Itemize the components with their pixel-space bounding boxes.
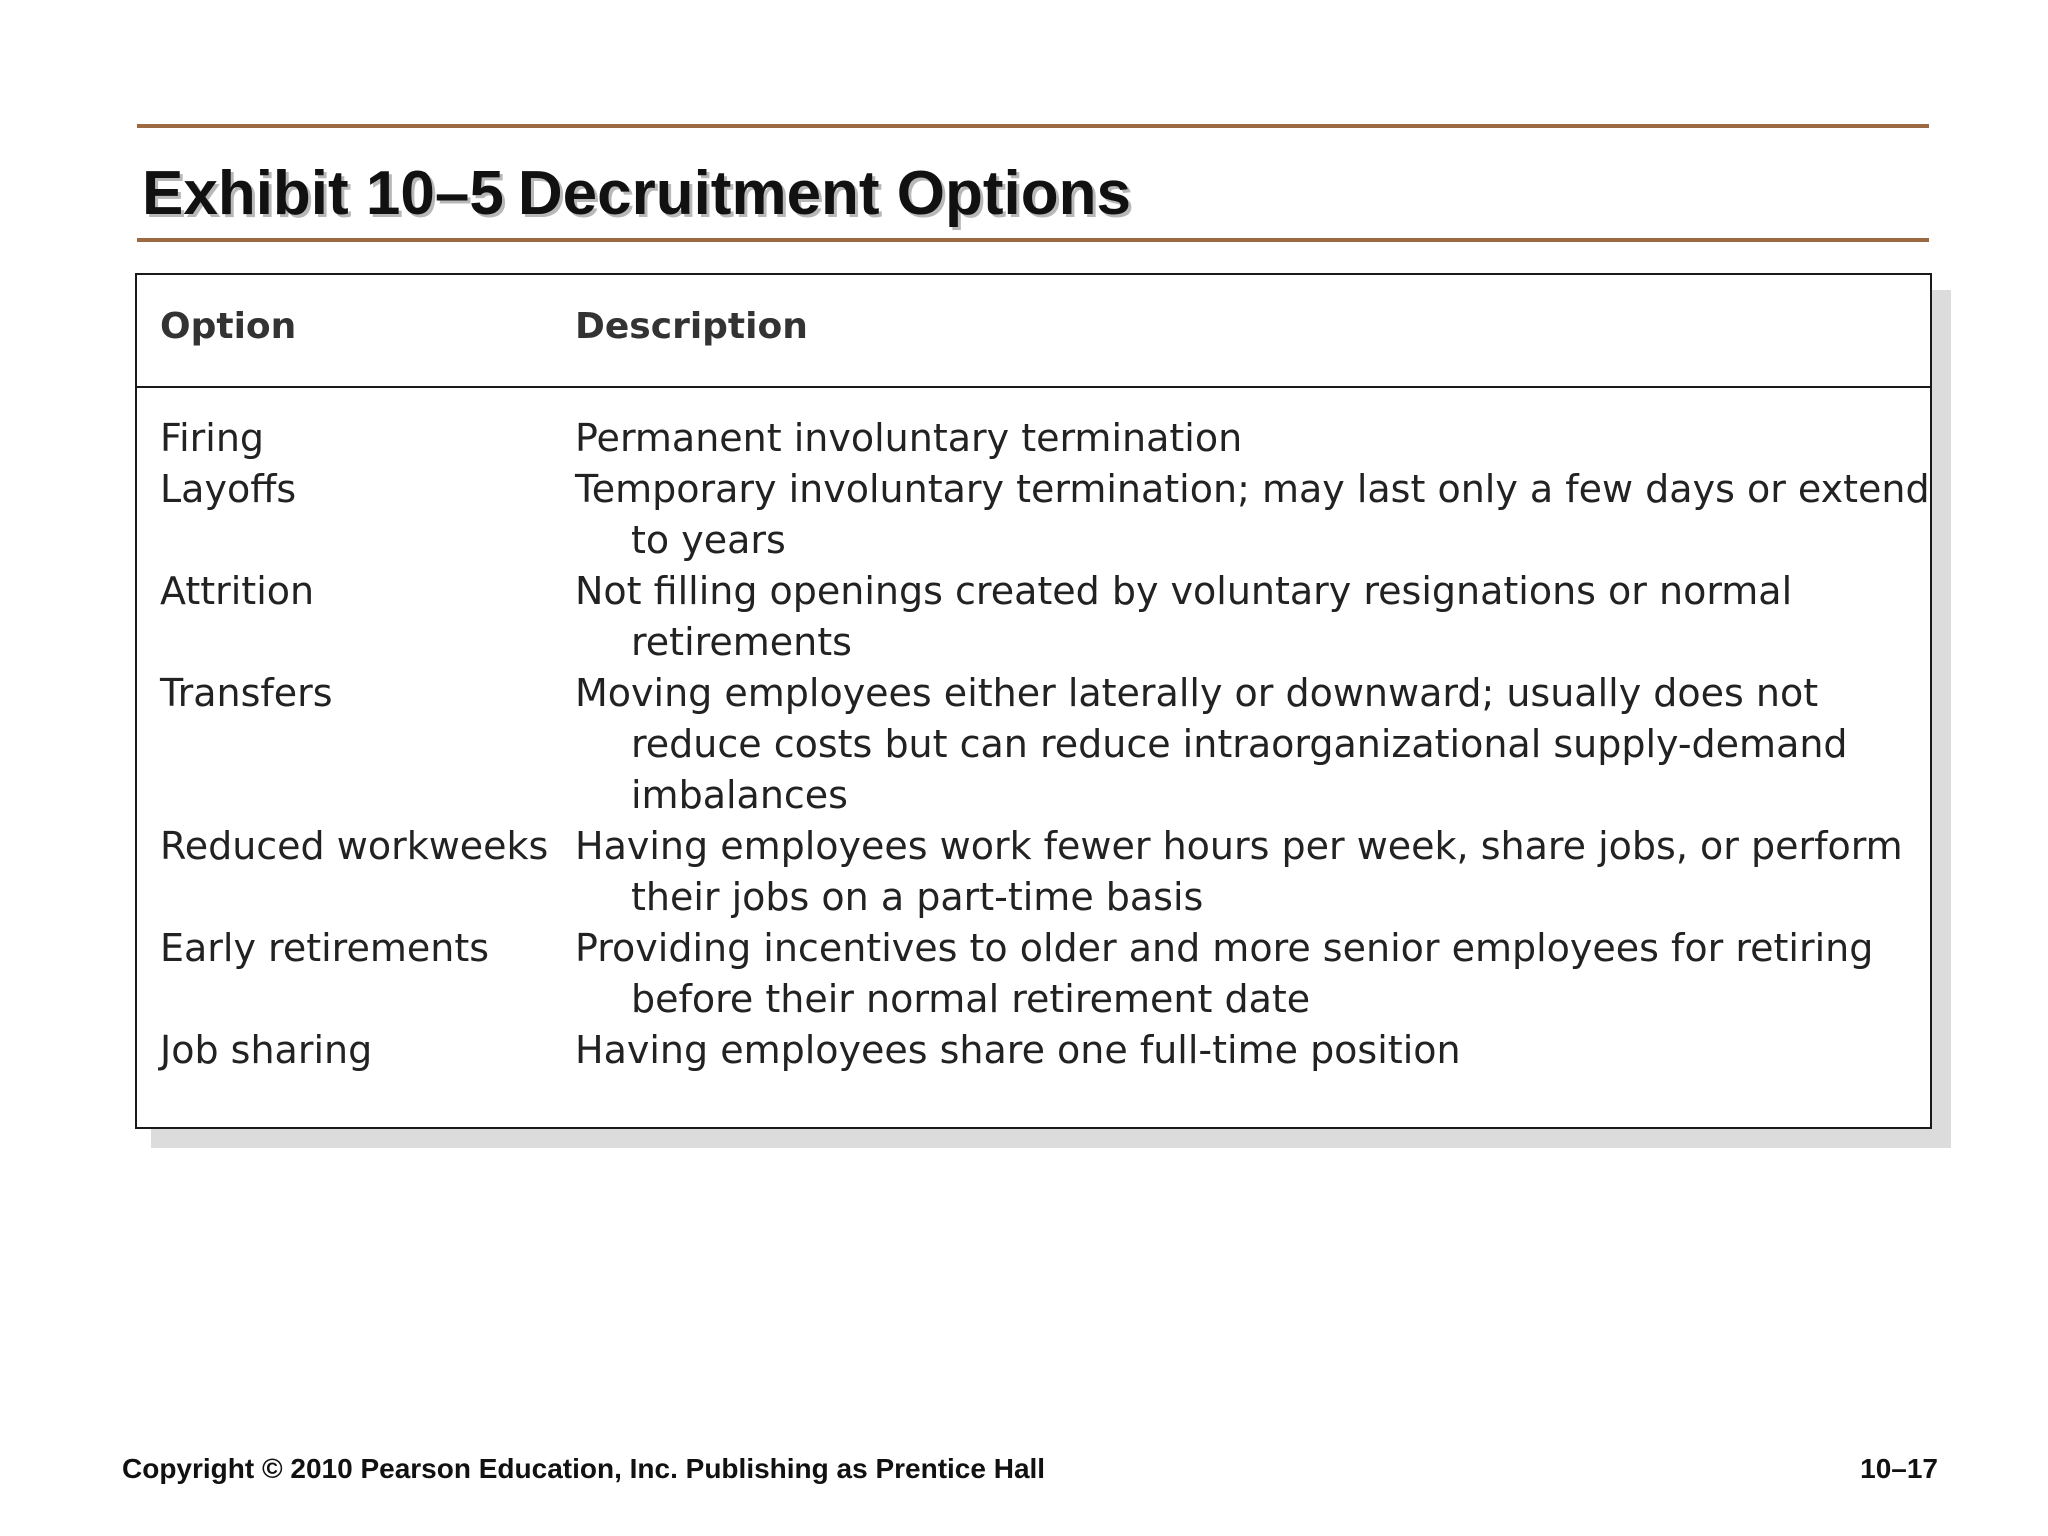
option-cell: Early retirements (160, 926, 490, 970)
table-header (137, 275, 1930, 388)
exhibit-table (135, 273, 1932, 1129)
option-cell: Transfers (160, 671, 333, 715)
description-cell (575, 821, 1903, 923)
title-bottom-rule (137, 238, 1929, 242)
description-cell (575, 668, 1865, 821)
exhibit-number: Exhibit 10–5 (142, 159, 504, 228)
description-cell (575, 566, 1865, 668)
exhibit-title: Decruitment Options (517, 159, 1131, 228)
description-line: their jobs on a part-time basis (631, 875, 1204, 919)
description-line: to years (631, 518, 786, 562)
column-header-description: Description (575, 306, 808, 347)
option-cell: Job sharing (160, 1028, 373, 1072)
description-line: imbalances (631, 773, 848, 817)
description-cell (575, 1025, 1865, 1076)
copyright-notice: Copyright © 2010 Pearson Education, Inc. Publishing as Prentice Hall (122, 1453, 1046, 1484)
title-top-rule (137, 124, 1929, 128)
option-cell: Attrition (160, 569, 315, 613)
table-body (137, 413, 1930, 1076)
page-number: 10–17 (1860, 1453, 1938, 1484)
description-cell (575, 413, 1865, 464)
description-line: Moving employees either laterally or downward; usually does not (575, 671, 1819, 715)
description-line: Providing incentives to older and more senior employees for retiring (575, 926, 1874, 970)
description-line: Not filling openings created by voluntary resignations or normal (575, 569, 1793, 613)
option-cell: Layoffs (160, 467, 297, 511)
column-header-option: Option (160, 306, 297, 347)
table-row (137, 464, 1930, 566)
description-line: Temporary involuntary termination; may last only a few days or extend (575, 467, 1930, 511)
table-row (137, 1025, 1930, 1076)
description-line: Having employees work fewer hours per week, share jobs, or perform (575, 824, 1903, 868)
option-cell: Reduced workweeks (160, 824, 549, 868)
description-line: Having employees share one full-time position (575, 1028, 1461, 1072)
option-cell: Firing (160, 416, 265, 460)
table-row (137, 923, 1930, 1025)
description-line: reduce costs but can reduce intraorganizational supply-demand (631, 722, 1848, 766)
slide-title (142, 158, 1131, 230)
description-line: retirements (631, 620, 852, 664)
description-line: Permanent involuntary termination (575, 416, 1243, 460)
description-cell (575, 464, 1930, 566)
table-row (137, 566, 1930, 668)
table-row (137, 821, 1930, 923)
table-row (137, 668, 1930, 821)
table-row (137, 413, 1930, 464)
description-cell (575, 923, 1874, 1025)
description-line: before their normal retirement date (631, 977, 1311, 1021)
